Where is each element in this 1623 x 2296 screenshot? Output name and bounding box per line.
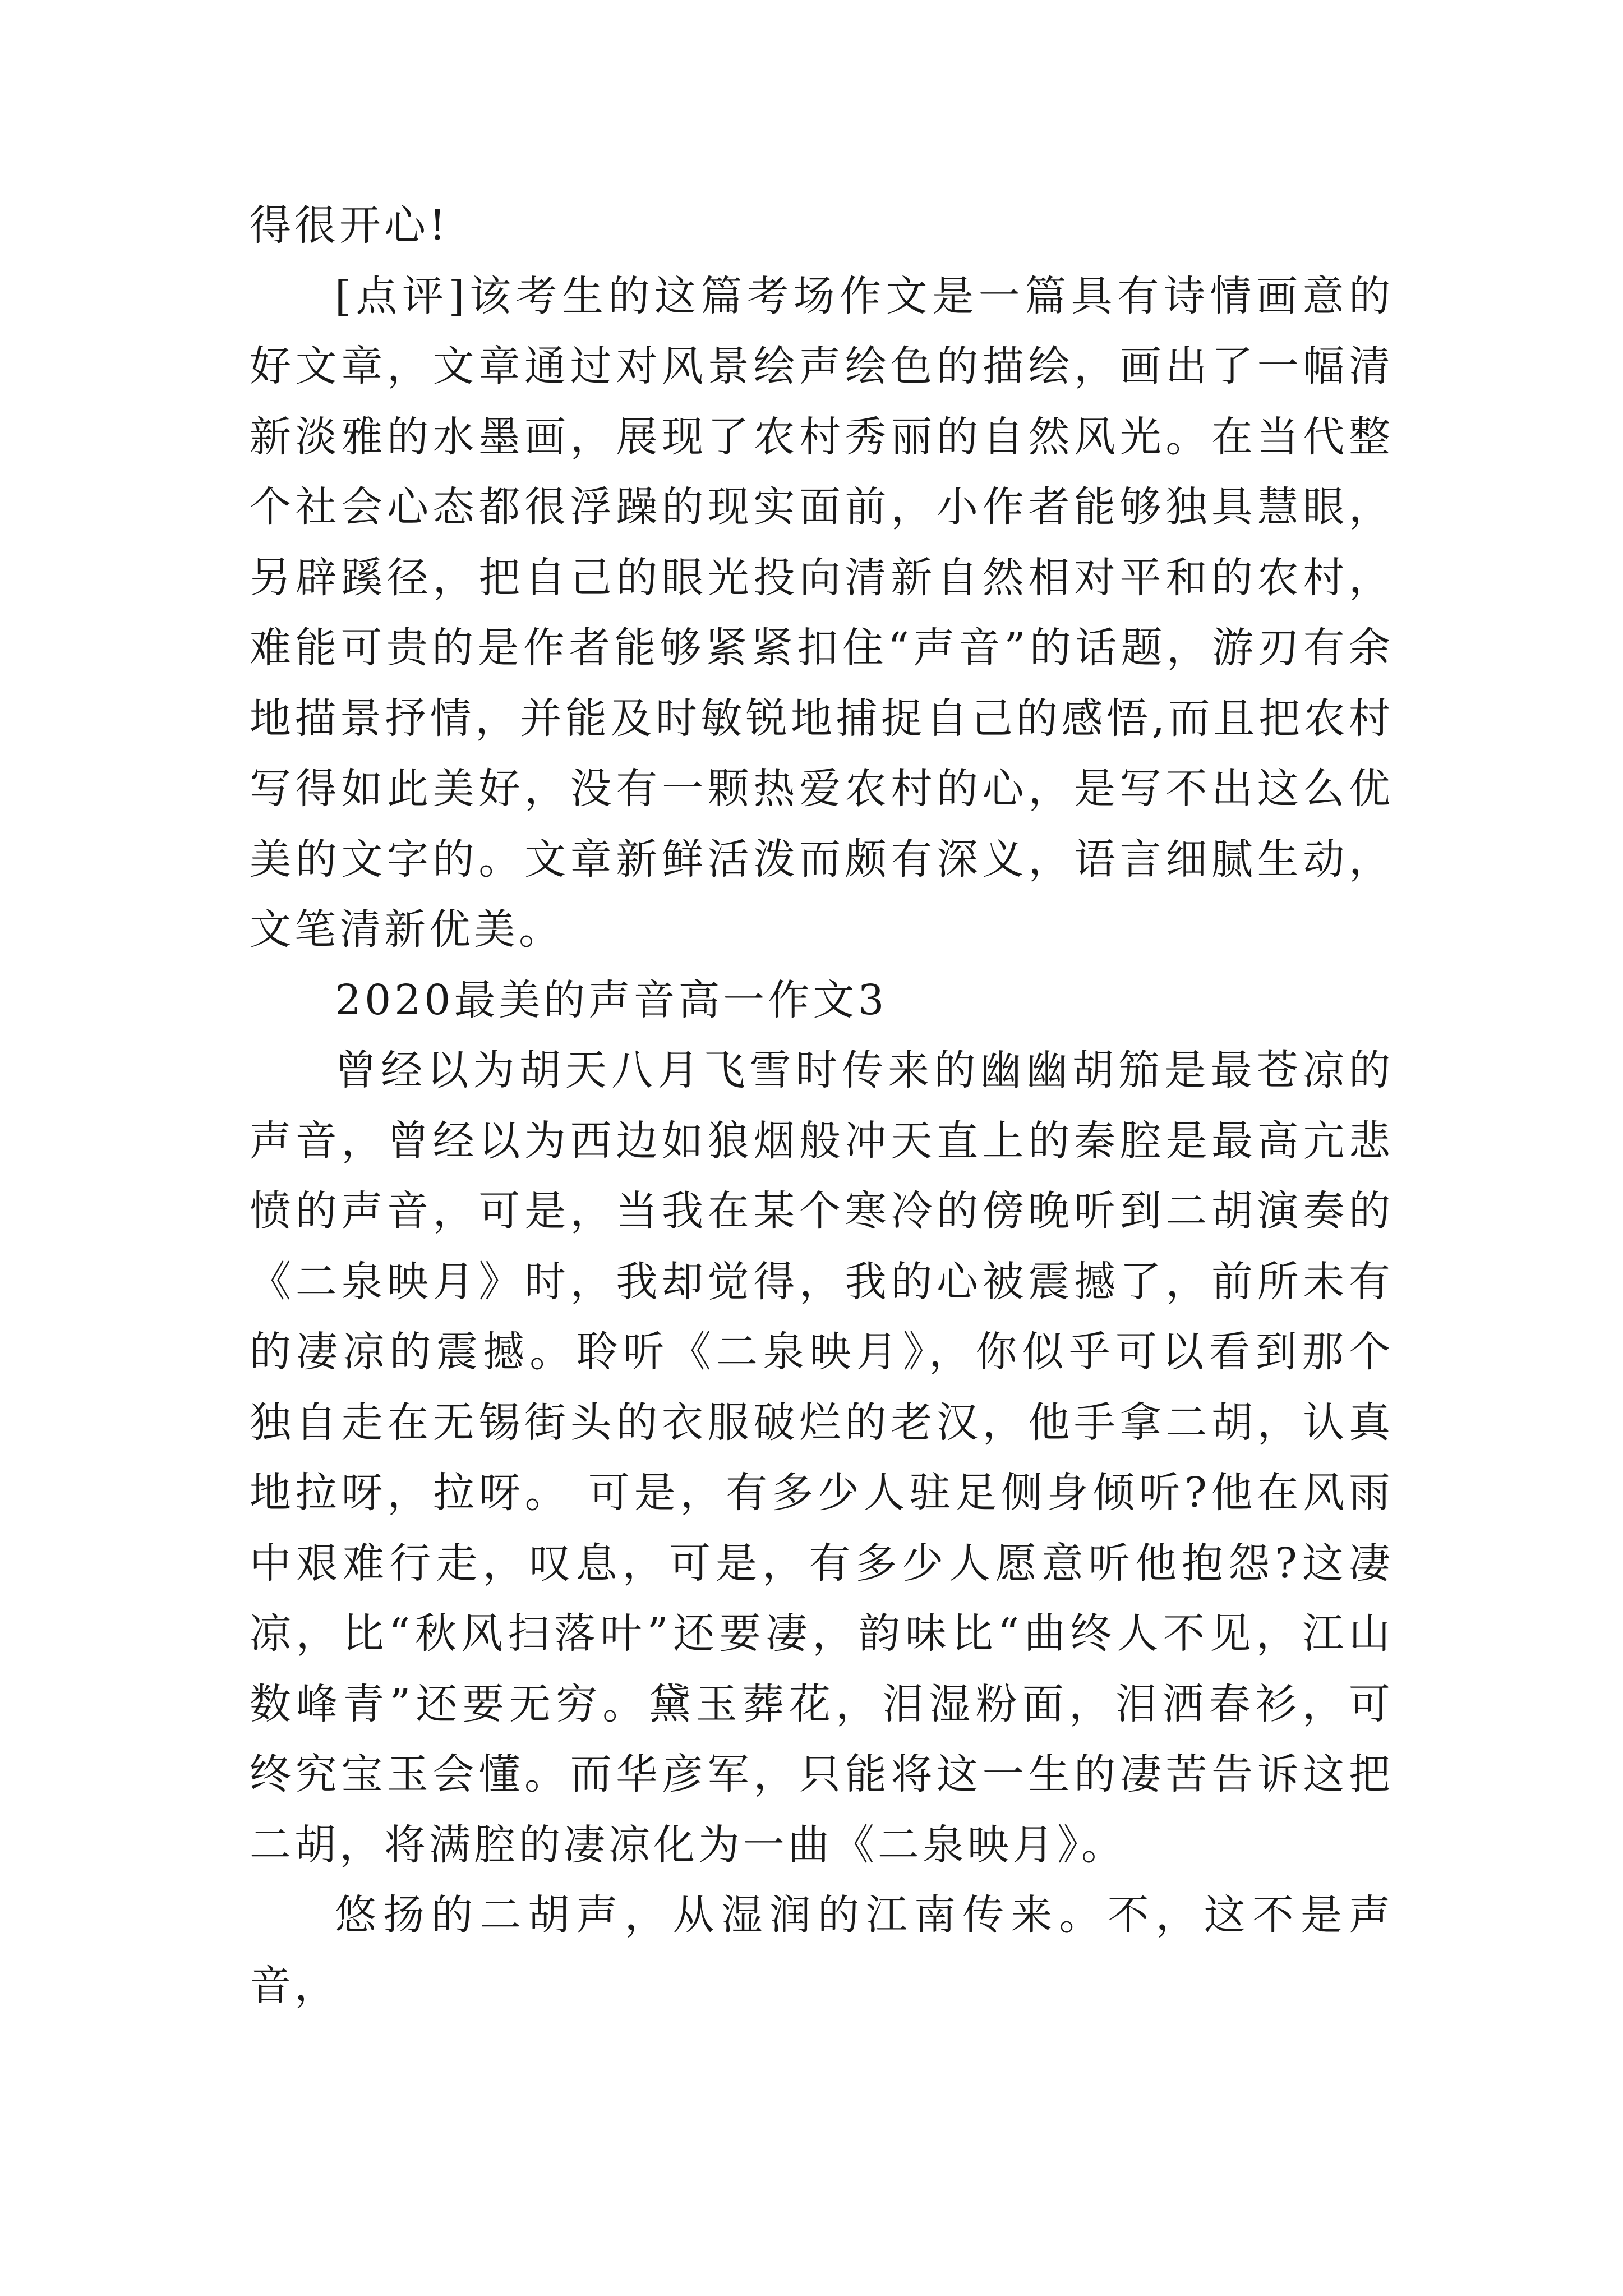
section-heading: 2020最美的声音高一作文3 [335, 976, 888, 1024]
document-body [250, 191, 1394, 2021]
paragraph-review: [点评]该考生的这篇考场作文是一篇具有诗情画意的好文章，文章通过对风景绘声绘色的描绘，画出了一幅清新淡雅的水墨画，展现了农村秀丽的自然风光。在当代整个社会心态都很浮躁的现实面前，小作者能够独具慧眼，另辟蹊径，把自己的眼光投向清新自然相对平和的农村，难能可贵的是作者能够紧紧扣住“声音”的话题，游刃有余地描景抒情，并能及时敏锐地捕捉自己的感悟,而且把农村写得如此美好，没有一颗热爱农村的心，是写不出这么优美的文字的。文章新鲜活泼而颇有深义，语言细腻生动，文笔清新优美。 [250, 272, 1394, 954]
paragraph-continuation: 得很开心! [250, 201, 449, 250]
paragraph-final: 悠扬的二胡声，从湿润的江南传来。不，这不是声音， [250, 1891, 1394, 2010]
paragraph-essay: 曾经以为胡天八月飞雪时传来的幽幽胡笳是最苍凉的声音，曾经以为西边如狼烟般冲天直上的秦腔是最高亢悲愤的声音，可是，当我在某个寒冷的傍晚听到二胡演奏的《二泉映月》时，我却觉得，我的心被震撼了，前所未有的凄凉的震撼。聆听《二泉映月》，你似乎可以看到那个独自走在无锡街头的衣服破烂的老汉，他手拿二胡，认真地拉呀，拉呀。 可是，有多少人驻足侧身倾听?他在风雨中艰难行走，叹息，可是，有多少人愿意听他抱怨?这凄凉，比“秋风扫落叶”还要凄，韵味比“曲终人不见，江山数峰青”还要无穷。黛玉葬花，泪湿粉面，泪洒春衫，可终究宝玉会懂。而华彦军，只能将这一生的凄苦告诉这把二胡，将满腔的凄凉化为一曲《二泉映月》。 [250, 1046, 1394, 1869]
